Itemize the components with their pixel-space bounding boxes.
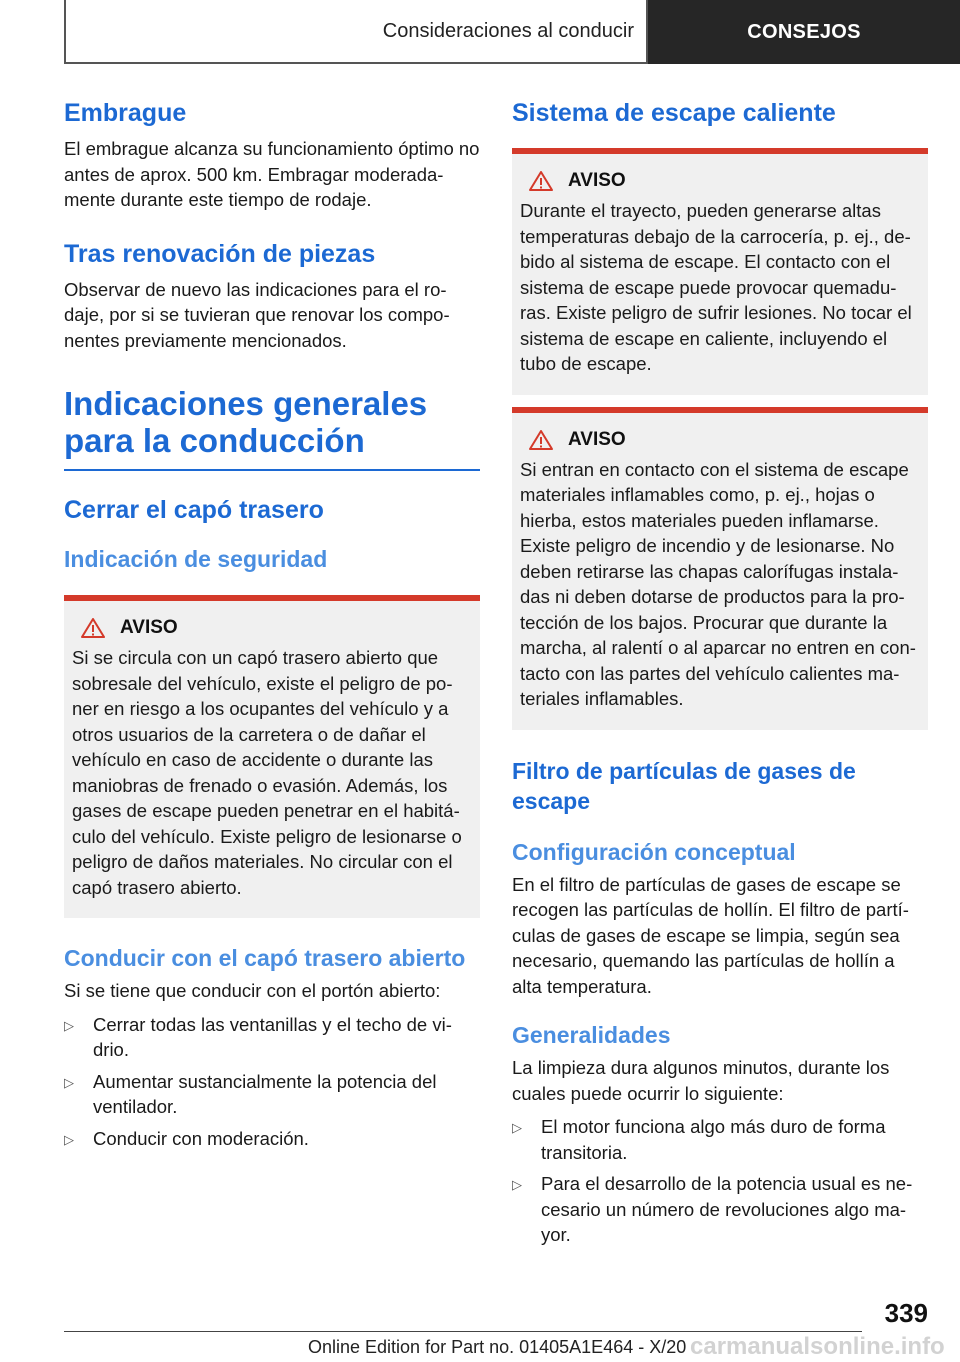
generalidades-text: La limpieza dura algunos minutos, durante los cuales puede ocurrir lo siguiente: xyxy=(512,1057,890,1104)
warning-box-capo xyxy=(64,595,480,918)
bullet-triangle-icon: ▷ xyxy=(512,1120,522,1135)
embrague-heading: Embrague xyxy=(64,99,187,127)
chapter-heading-line2: para la conducción xyxy=(64,422,365,459)
warning-triangle-icon xyxy=(80,617,106,639)
warning-header xyxy=(528,170,920,192)
list-item xyxy=(512,1114,928,1165)
warning-text: Durante el trayecto, pueden generarse altas temperaturas debajo de la carrocería, p. ej., de‐bido al sistema de escape. El contacto con el sistema de escape puede provocar quemadu‐ras. Existe peligro de sufrir lesiones. No tocar el sistema de escape en caliente, incluyendo el tubo de escape. xyxy=(520,200,912,374)
chapter-heading xyxy=(64,385,480,471)
chapter-heading-line1: Indicaciones generales xyxy=(64,385,428,422)
list-item-text: El motor funciona algo más duro de forma transitoria. xyxy=(541,1116,886,1163)
list-item-text: Aumentar sustancialmente la potencia del ventilador. xyxy=(93,1070,437,1117)
watermark-text: carmanualsonline.info xyxy=(690,1333,945,1360)
warning-text: Si se circula con un capó trasero abierto que sobresale del vehículo, existe el peligro de po‐ner en riesgo a los ocupantes del vehículo y a otros usuarios de la carretera o de dañar el vehículo en caso de accidente o durante las maniobras de frenado o evasión. Además, los gases de escape pueden penetrar en el habitá‐culo del vehículo. Existe peligro de lesionarse o peligro de daños materiales. No circular con el capó trasero abierto. xyxy=(72,647,462,898)
renovacion-heading: Tras renovación de piezas xyxy=(64,239,376,268)
generalidades-list xyxy=(512,1114,928,1248)
bullet-triangle-icon: ▷ xyxy=(512,1177,522,1192)
abierto-intro: Si se tiene que conducir con el portón abierto: xyxy=(64,980,441,1001)
concepto-text: En el filtro de partículas de gases de escape se recogen las partículas de hollín. El filtro de partí‐culas de gases de escape se limpia, según sea necesario, quemando las partículas de hollín a alta temperatura. xyxy=(512,873,909,997)
warning-triangle-icon xyxy=(528,170,554,192)
warning-header xyxy=(528,429,920,451)
list-item-text: Conducir con moderación. xyxy=(93,1127,309,1149)
abierto-heading: Conducir con el capó trasero abierto xyxy=(64,945,466,971)
capo-heading: Cerrar el capó trasero xyxy=(64,496,324,524)
list-item xyxy=(64,1012,480,1063)
list-item xyxy=(64,1126,480,1152)
page-number: 339 xyxy=(884,1298,928,1328)
escape-heading: Sistema de escape caliente xyxy=(512,99,836,127)
warning-text: Si entran en contacto con el sistema de escape materiales inflamables como, p. ej., hojas o hierba, estos materiales pueden inflamarse. Existe peligro de incendio y de lesionarse. No deben retirarse las chapas calorífugas instala‐das ni deben dotarse de productos para la pro‐tección de los bajos. Procurar que durante la marcha, al ralentí o al aparcar no entren en con‐tacto con las partes del vehículo calientes ma‐teriales inflamables. xyxy=(520,458,916,709)
warning-header xyxy=(80,617,472,639)
generalidades-subheading: Generalidades xyxy=(512,1022,671,1048)
footer-divider xyxy=(64,1331,862,1332)
list-item-text: Para el desarrollo de la potencia usual es ne‐cesario un número de revoluciones algo ma‐yor. xyxy=(541,1173,913,1245)
right-column xyxy=(512,98,928,1254)
page-header xyxy=(64,0,960,64)
list-item xyxy=(64,1069,480,1120)
warning-box-escape-1 xyxy=(512,148,928,395)
bullet-triangle-icon: ▷ xyxy=(64,1131,74,1147)
warning-label: AVISO xyxy=(568,428,626,450)
section-title: Consideraciones al conducir xyxy=(64,0,648,64)
left-column xyxy=(64,98,480,1157)
edition-text: Online Edition for Part no. 01405A1E464 - X/20 xyxy=(308,1337,687,1357)
warning-label: AVISO xyxy=(120,617,178,638)
seguridad-subheading: Indicación de seguridad xyxy=(64,546,328,572)
list-item-text: Cerrar todas las ventanillas y el techo de vi‐drio. xyxy=(93,1013,452,1060)
warning-box-escape-2 xyxy=(512,407,928,730)
bullet-triangle-icon: ▷ xyxy=(64,1074,74,1090)
renovacion-text: Observar de nuevo las indicaciones para el ro‐daje, por si se tuvieran que renovar los compo‐nentes previamente mencionados. xyxy=(64,278,450,351)
chapter-tab: CONSEJOS xyxy=(648,0,960,64)
filtro-heading: Filtro de partículas de gases de escape xyxy=(512,757,856,814)
warning-label: AVISO xyxy=(568,170,626,191)
list-item xyxy=(512,1171,928,1248)
embrague-text: El embrague alcanza su funcionamiento óptimo no antes de aprox. 500 km. Embragar moderada‐mente durante este tiempo de rodaje. xyxy=(64,138,480,210)
warning-triangle-icon xyxy=(528,429,554,451)
concepto-subheading: Configuración conceptual xyxy=(512,838,796,865)
bullet-triangle-icon: ▷ xyxy=(64,1017,74,1033)
abierto-list xyxy=(64,1012,480,1152)
